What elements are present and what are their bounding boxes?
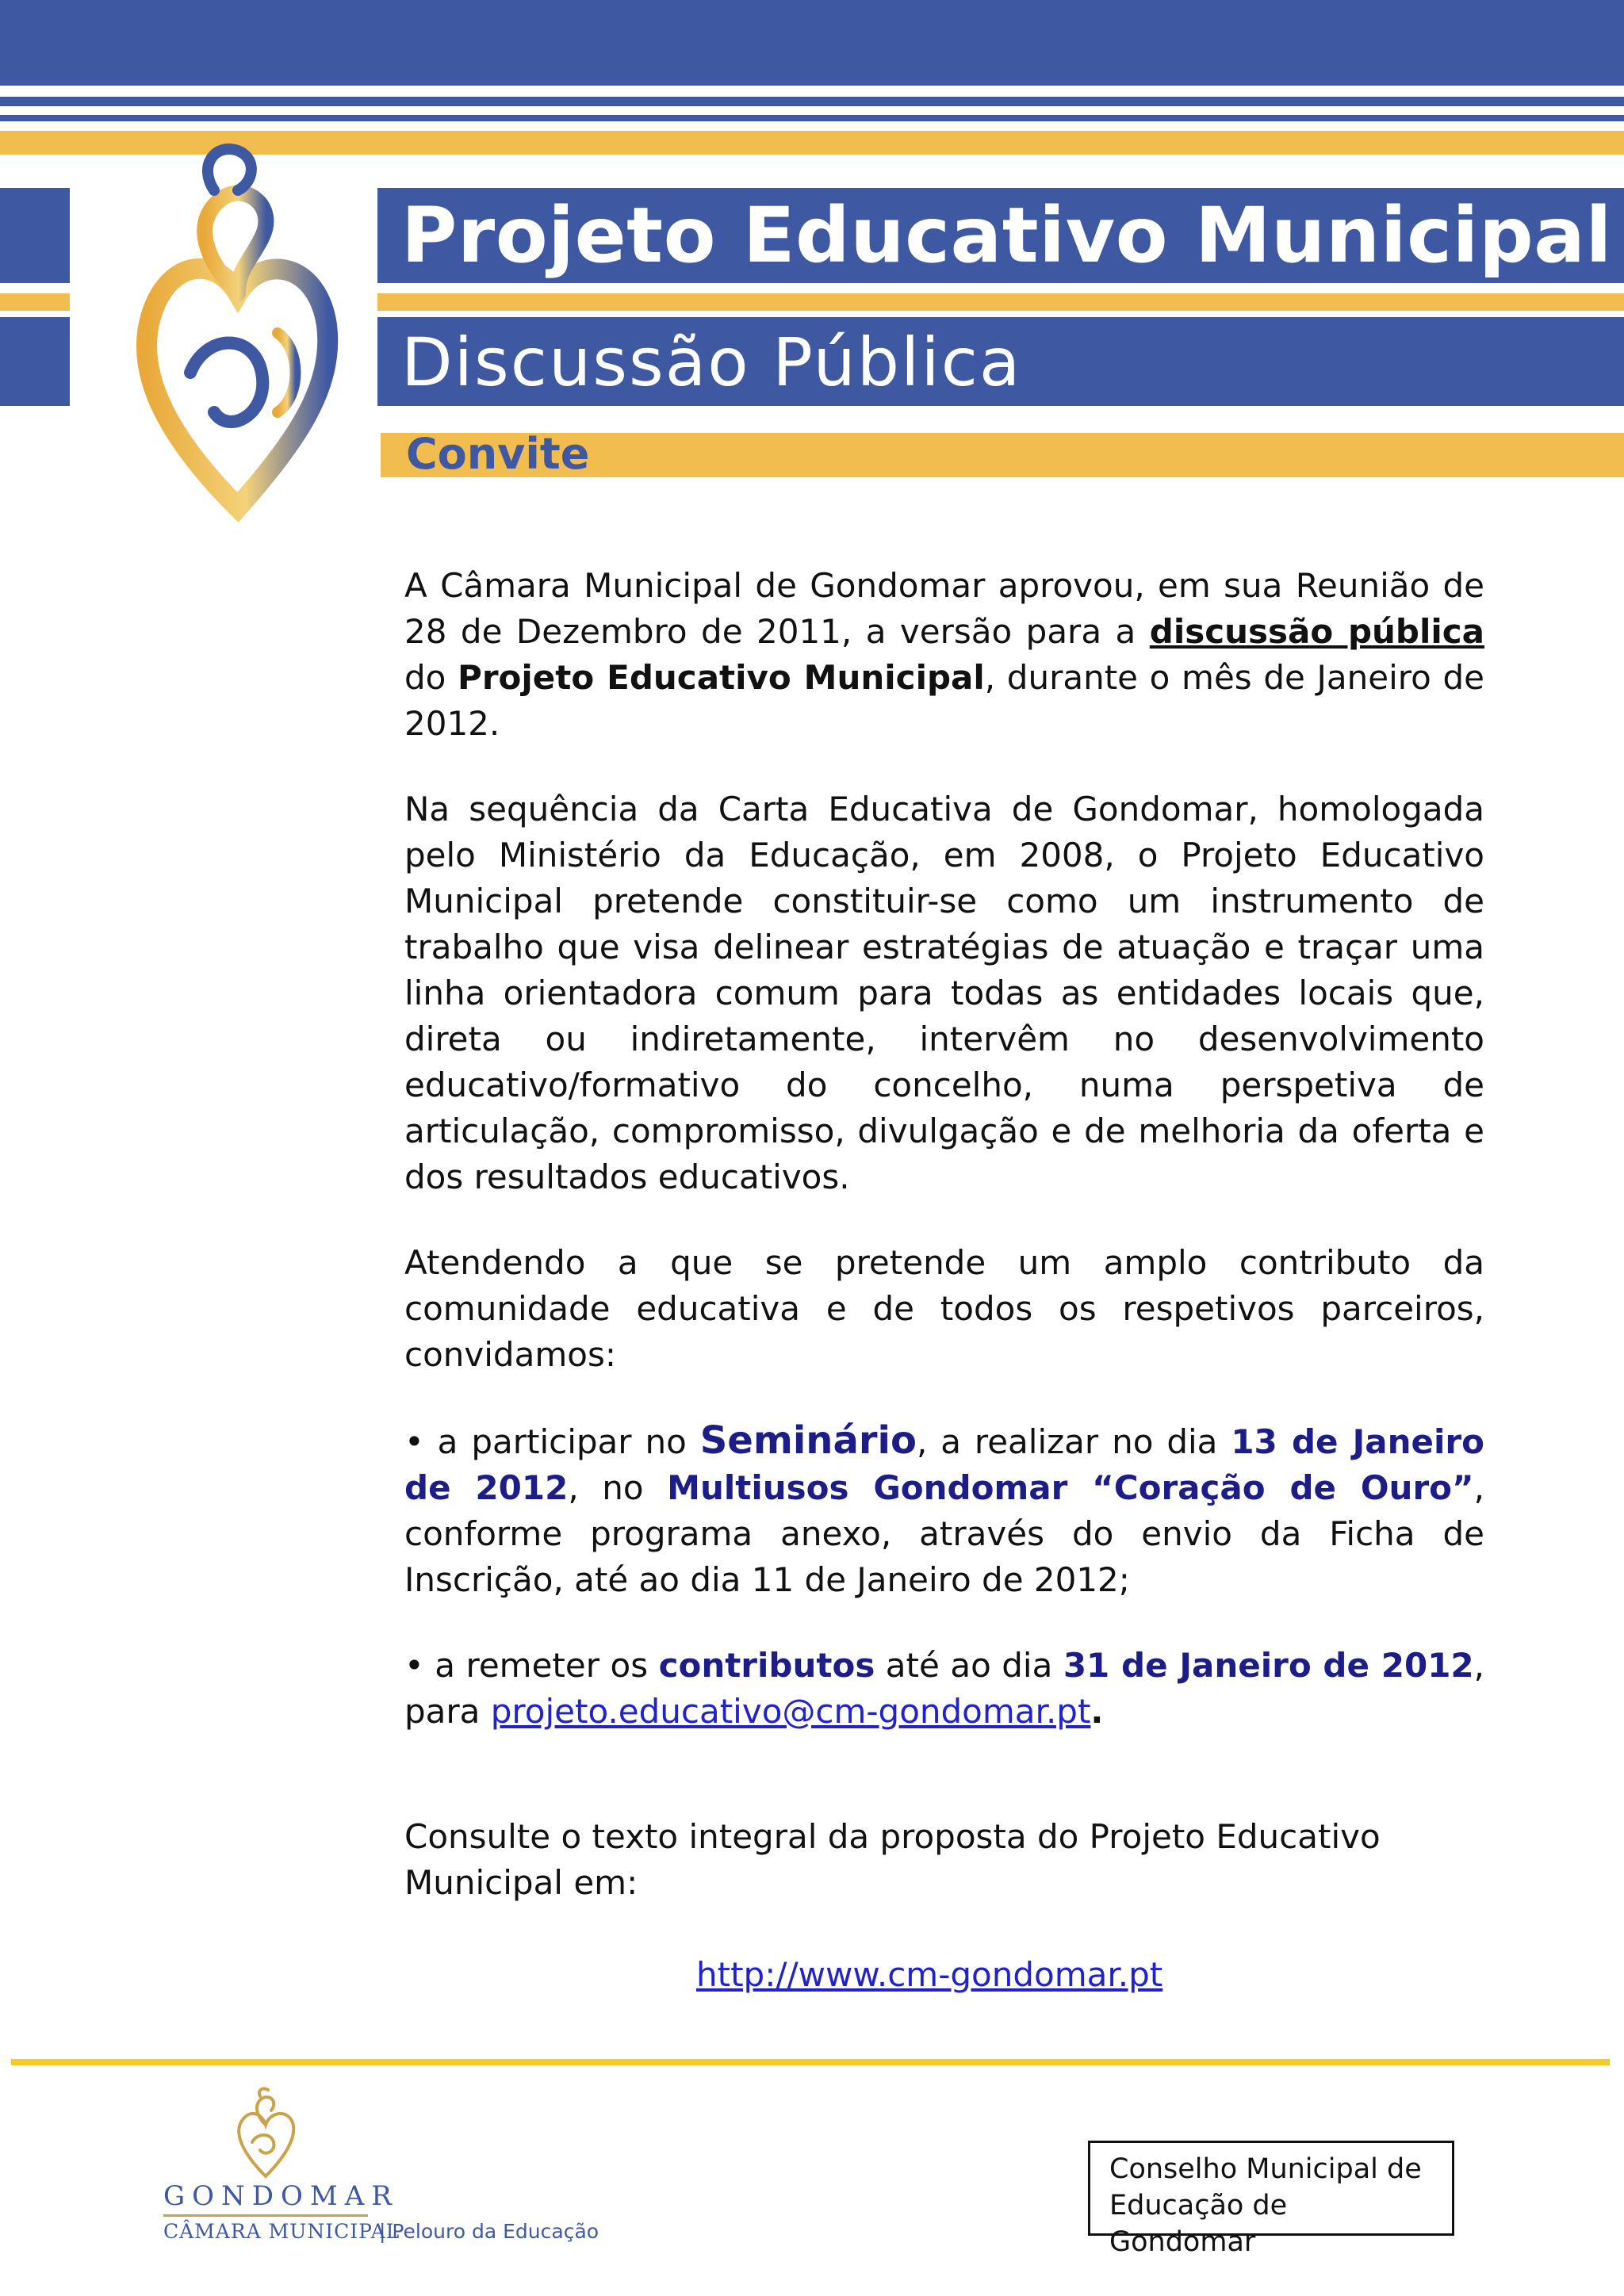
email-link[interactable]: projeto.educativo@cm-gondomar.pt: [490, 1692, 1091, 1731]
wordmark-rule: [163, 2214, 368, 2217]
gondomar-wordmark: GONDOMAR: [163, 2180, 399, 2212]
contributos-emphasis: contributos: [658, 1646, 875, 1685]
bullet-contributions: • a remeter os contributos até ao dia 31 de Janeiro de 2012, para projeto.educativo@cm-gondomar.pt.: [404, 1646, 1484, 1731]
convite-label: Convite: [406, 429, 590, 479]
page-subtitle: Discussão Pública: [401, 323, 1022, 401]
seminar-venue: Multiusos Gondomar “Coração de Ouro”: [667, 1468, 1474, 1507]
site-link-row: [404, 1952, 1484, 1998]
invitation-body: [404, 563, 1484, 1998]
bullet-seminar: • a participar no Seminário, a realizar no dia 13 de Janeiro de 2012, no Multiusos Gondomar “Coração de Ouro”, conforme programa anexo, através do envio da Ficha de Inscrição, até ao dia 11 de Janeiro de 2012;: [404, 1418, 1484, 1599]
header-stripe-gold: [377, 293, 1624, 311]
footer-divider: [11, 2059, 1610, 2065]
discussao-publica-emphasis: discussão pública: [1149, 612, 1485, 651]
camara-municipal-label: CÂMARA MUNICIPAL: [163, 2220, 400, 2243]
pelouro-label: | Pelouro da Educação: [379, 2220, 599, 2243]
gondomar-heart-icon: [230, 2085, 301, 2180]
council-line: Conselho Municipal de: [1109, 2153, 1422, 2185]
header-stripe-gold: [0, 293, 70, 311]
paragraph-invite: Atendendo a que se pretende um amplo contributo da comunidade educativa e de todos os respetivos parceiros, convidamos:: [404, 1243, 1484, 1374]
paragraph-intro: A Câmara Municipal de Gondomar aprovou, em sua Reunião de 28 de Dezembro de 2011, a versão para a discussão pública do Projeto Educativo Municipal, durante o mês de Janeiro de 2012.: [404, 566, 1485, 743]
heart-logo-icon: [119, 135, 357, 523]
paragraph-context: Na sequência da Carta Educativa de Gondomar, homologada pelo Ministério da Educação, em 2008, o Projeto Educativo Municipal pretende constituir-se como um instrumento de trabalho que visa delinear estratégias de atuação e traçar uma linha orientadora comum para todas as entidades locais que, direta ou indiretamente, intervêm no desenvolvimento educativo/formativo do concelho, numa perspetiva de articulação, compromisso, divulgação e de melhoria da oferta e dos resultados educativos.: [404, 790, 1484, 1196]
projeto-emphasis: Projeto Educativo Municipal: [458, 658, 985, 697]
header-stripe-thin: [0, 97, 1624, 106]
council-line: Educação de Gondomar: [1109, 2190, 1288, 2258]
header-stripe-top: [0, 0, 1624, 86]
page-title: Projeto Educativo Municipal: [401, 191, 1612, 280]
seminario-emphasis: Seminário: [699, 1418, 917, 1463]
header-stripe-thin: [0, 115, 1624, 121]
title-bar-left: [0, 188, 70, 283]
council-box: [1088, 2141, 1454, 2258]
website-link[interactable]: http://www.cm-gondomar.pt: [696, 1955, 1163, 1994]
seminar-date: 13 de Janeiro de 2012: [404, 1422, 1484, 1507]
paragraph-consult: Consulte o texto integral da proposta do Projeto Educativo Municipal em:: [404, 1817, 1381, 1902]
deadline-date: 31 de Janeiro de 2012: [1063, 1646, 1474, 1685]
subtitle-bar-left: [0, 317, 70, 406]
